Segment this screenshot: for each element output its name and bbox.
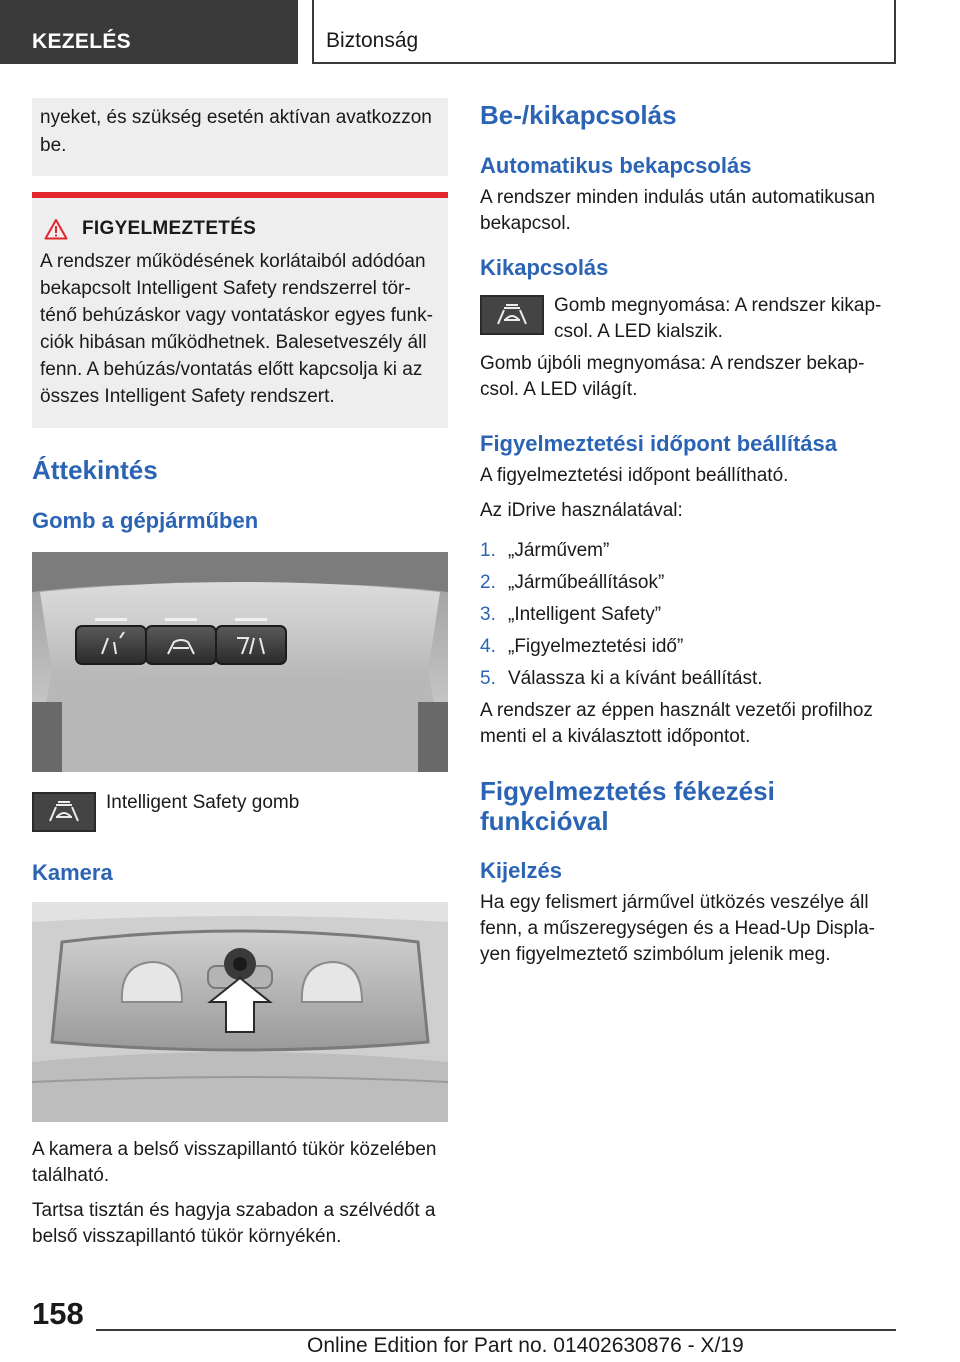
intelligent-safety-button-icon — [480, 295, 544, 335]
warning-title: FIGYELMEZTETÉS — [82, 218, 257, 239]
right-column — [480, 100, 896, 968]
heading-warning-time: Figyelmeztetési időpont beállítása — [480, 431, 837, 456]
button-photo — [32, 552, 448, 772]
step-number: 2. — [480, 572, 496, 593]
camera-clean-text: Tartsa tisztán és hagyja szabadon a szélvédőt a belső visszapillantó tükör környékén. — [32, 1200, 436, 1247]
list-item — [480, 570, 896, 596]
display-text: Ha egy felismert járművel ütközés veszélye áll fenn, a műszeregységen és a Head-Up Displayen figyelmeztető szimbólum jelenik meg. — [480, 892, 875, 965]
chapter-header — [312, 0, 896, 64]
button-caption: Intelligent Safety gomb — [106, 792, 300, 813]
warning-triangle-icon — [44, 218, 68, 240]
step-text: „Intelligent Safety” — [508, 604, 662, 625]
step-number: 4. — [480, 636, 496, 657]
camera-photo — [32, 902, 448, 1122]
profile-text: A rendszer az éppen használt vezetői profilhoz menti el a kiválasztott időpontot. — [480, 700, 873, 747]
heading-on-off: Be-/kikapcsolás — [480, 100, 677, 130]
intro-text: nyeket, és szükség esetén aktívan avatkozzon be. — [40, 107, 432, 156]
footer-divider — [96, 1329, 896, 1331]
warning-box — [32, 192, 448, 428]
button-caption-row — [32, 792, 448, 832]
page-number: 158 — [32, 1296, 84, 1331]
warning-time-text: A figyelmeztetési időpont beállítható. — [480, 465, 789, 486]
heading-switch-off: Kikapcsolás — [480, 255, 609, 280]
heading-overview: Áttekintés — [32, 455, 158, 485]
switch-off-text: Gomb megnyomása: A rendszer kikapcsol. A LED kialszik. — [554, 295, 882, 342]
step-number: 1. — [480, 540, 496, 561]
warning-header — [40, 218, 440, 240]
switch-on-text: Gomb újbóli megnyomása: A rendszer bekapcsol. A LED világít. — [480, 353, 865, 400]
step-number: 5. — [480, 668, 496, 689]
section-tab — [0, 0, 298, 64]
step-text: „Járműbeállítások” — [508, 572, 665, 593]
left-column — [32, 98, 448, 1250]
heading-camera: Kamera — [32, 860, 113, 885]
list-item — [480, 666, 896, 692]
idrive-text: Az iDrive használatával: — [480, 500, 683, 521]
auto-on-text: A rendszer minden indulás után automatikusan bekapcsol. — [480, 187, 876, 234]
switch-off-row — [480, 295, 896, 345]
list-item — [480, 538, 896, 564]
list-item — [480, 602, 896, 628]
edition-text: Online Edition for Part no. 01402630876 - X/19 — [307, 1334, 744, 1357]
heading-display: Kijelzés — [480, 858, 562, 883]
list-item — [480, 634, 896, 660]
step-text: „Járművem” — [508, 540, 610, 561]
heading-brake-warning: Figyelmeztetés fékezési funkcióval — [480, 776, 775, 836]
heading-button-in-vehicle: Gomb a gépjárműben — [32, 508, 259, 533]
step-number: 3. — [480, 604, 496, 625]
warning-text: A rendszer működésének korlátaiból adódóan bekapcsolt Intelligent Safety rendszerrel történő behúzáskor vagy vontatáskor egyes funkciók hibásan működhetnek. Balesetveszély áll fenn. A behúzás/vontatás előtt kapcsolja ki az összes Intelligent Safety rendszert. — [40, 251, 433, 407]
heading-auto-on: Automatikus bekapcsolás — [480, 153, 752, 178]
step-text: Válassza ki a kívánt beállítást. — [508, 668, 763, 689]
step-text: „Figyelmeztetési idő” — [508, 636, 684, 657]
chapter-title: Biztonság — [326, 29, 419, 52]
steps-list — [480, 538, 896, 692]
intro-box — [32, 98, 448, 176]
section-title: KEZELÉS — [32, 30, 131, 53]
camera-location-text: A kamera a belső visszapillantó tükör közelében található. — [32, 1139, 437, 1186]
intelligent-safety-button-icon — [32, 792, 96, 832]
